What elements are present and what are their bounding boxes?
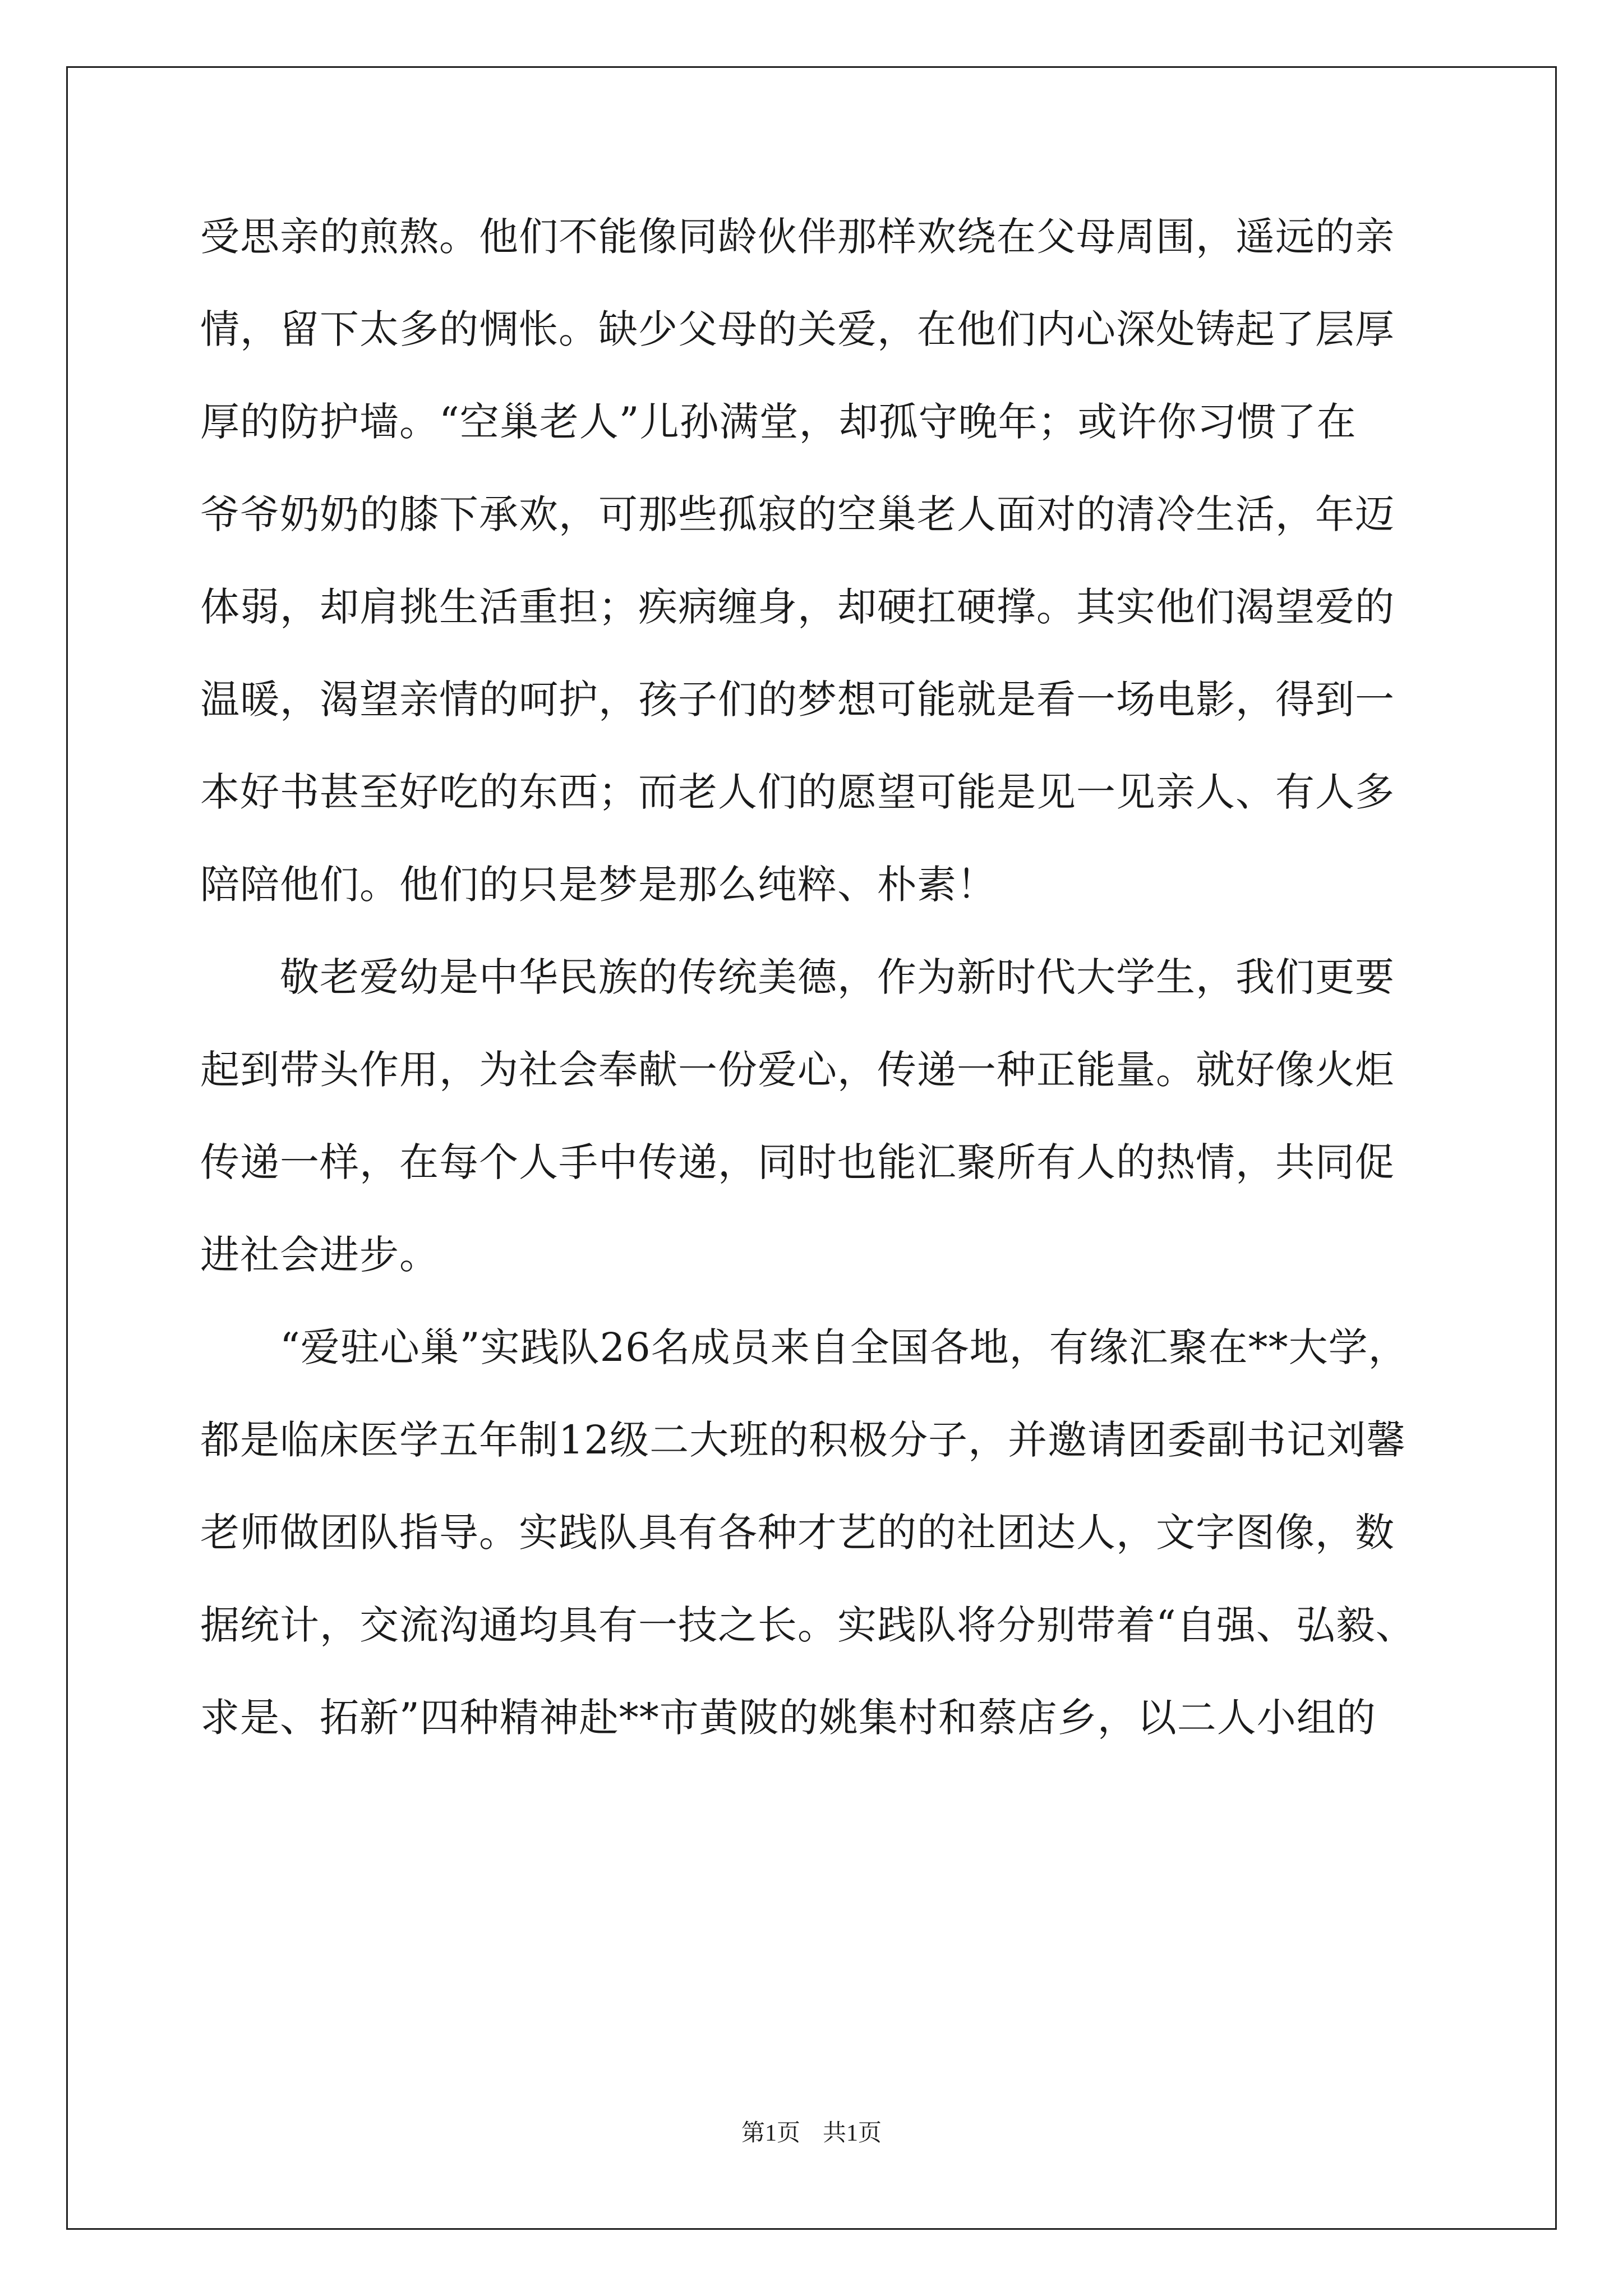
page-total: 共1页 (823, 2120, 882, 2146)
text-line: 老师做团队指导。实践队具有各种才艺的的社团达人，文字图像，数 (200, 1510, 1395, 1556)
text-line: 温暖，渴望亲情的呵护，孩子们的梦想可能就是看一场电影，得到一 (200, 677, 1395, 723)
text-line: 爷爷奶奶的膝下承欢，可那些孤寂的空巢老人面对的清冷生活，年迈 (200, 491, 1395, 537)
text-line: 敬老爱幼是中华民族的传统美德，作为新时代大学生，我们更要 (200, 954, 1395, 1000)
text-line: “爱驻心巢”实践队26名成员来自全国各地，有缘汇聚在**大学， (200, 1324, 1408, 1370)
text-line: 受思亲的煎熬。他们不能像同龄伙伴那样欢绕在父母周围，遥远的亲 (200, 214, 1395, 260)
text-line: 情，留下太多的惆怅。缺少父母的关爱，在他们内心深处铸起了层厚 (200, 306, 1395, 352)
text-line: 本好书甚至好吃的东西；而老人们的愿望可能是见一见亲人、有人多 (200, 769, 1395, 815)
text-line: 求是、拓新”四种精神赴**市黄陂的姚集村和蔡店乡，以二人小组的 (200, 1695, 1376, 1741)
text-line: 陪陪他们。他们的只是梦是那么纯粹、朴素！ (200, 862, 997, 908)
text-line: 都是临床医学五年制12级二大班的积极分子，并邀请团委副书记刘馨 (200, 1417, 1407, 1463)
text-line: 进社会进步。 (200, 1232, 439, 1278)
page-number: 第1页 (741, 2120, 800, 2146)
text-line: 据统计，交流沟通均具有一技之长。实践队将分别带着“自强、弘毅、 (200, 1602, 1415, 1648)
page-footer (0, 2116, 1623, 2150)
text-line: 厚的防护墙。“空巢老人”儿孙满堂，却孤守晚年；或许你习惯了在 (200, 399, 1357, 445)
text-line: 体弱，却肩挑生活重担；疾病缠身，却硬扛硬撑。其实他们渴望爱的 (200, 584, 1395, 630)
text-line: 传递一样，在每个人手中传递，同时也能汇聚所有人的热情，共同促 (200, 1139, 1395, 1185)
text-line: 起到带头作用，为社会奉献一份爱心，传递一种正能量。就好像火炬 (200, 1047, 1395, 1093)
